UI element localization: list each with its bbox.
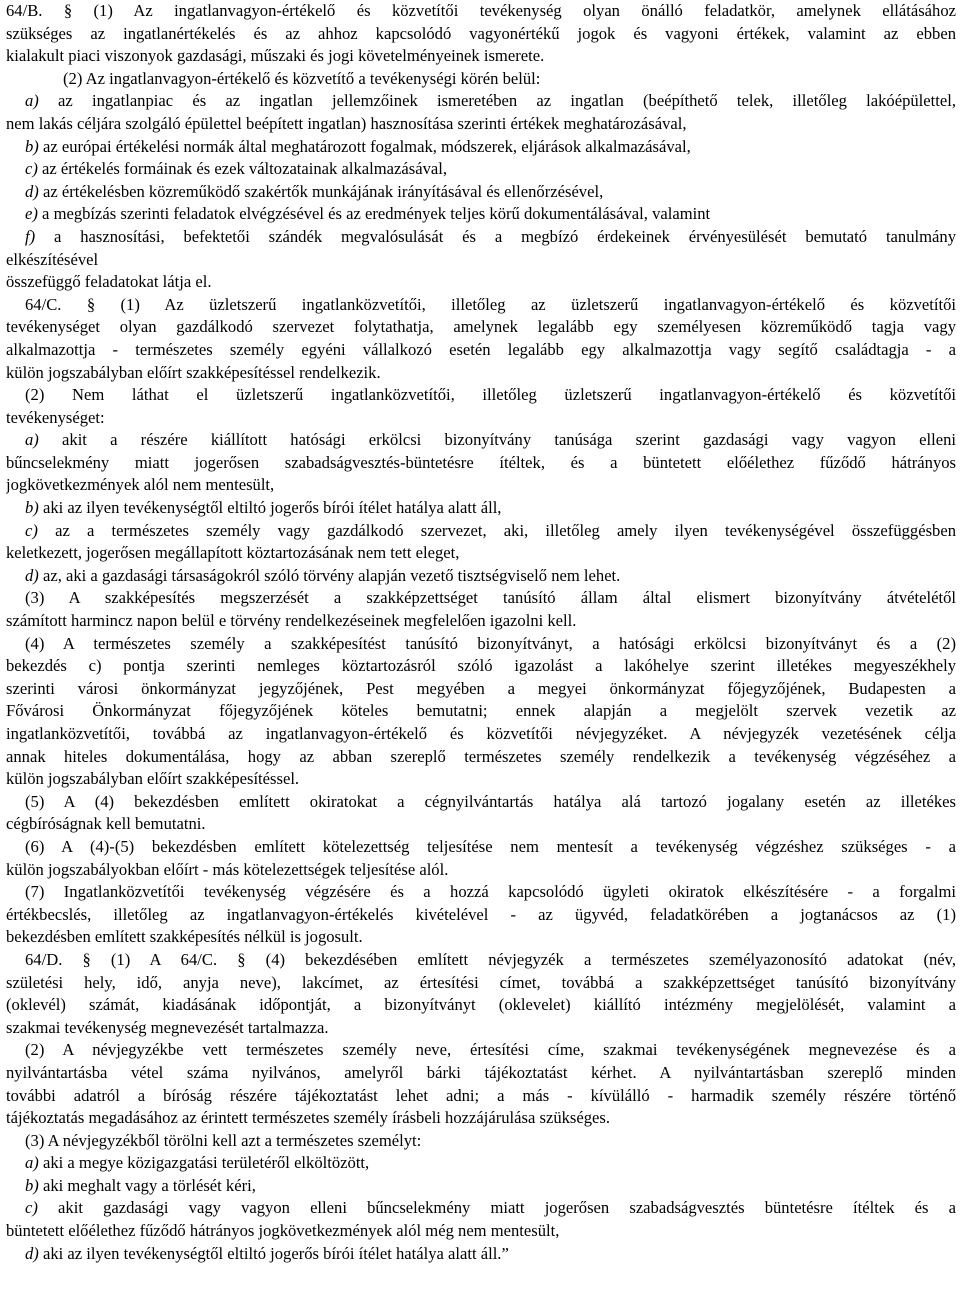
text-line: ingatlanközvetítői, továbbá az ingatlanvagyon-értékelő és közvetítői névjegyzéket. A névjegyzék vezetésének célja (6, 724, 956, 743)
text-line: 64/C. § (1) Az üzletszerű ingatlanközvetítői, illetőleg az üzletszerű ingatlanvagyon-értékelő és közvetítői (25, 294, 956, 314)
text-line: bekezdés c) pontja szerinti nemleges köztartozásról szóló igazolást a lakóhelye szerint illetékes megyeszékhely (6, 656, 956, 676)
list-marker: c) (25, 520, 38, 540)
text-line: (3) A szakképesítés megszerzését a szakképzettséget tanúsító állam által elismert bizonyítvány átvételétől (25, 588, 956, 608)
list-marker: b) (25, 136, 39, 156)
text-line: (3) A névjegyzékből törölni kell azt a természetes személyt: (25, 1130, 422, 1150)
text-line: bűncselekmény miatt jogerősen szabadságvesztés-büntetésre ítéltek, és a büntetett előélethez fűződő hátrányos (6, 452, 956, 472)
text-line: cégbíróságnak kell bemutatni. (6, 814, 206, 834)
list-marker: b) (25, 1175, 39, 1195)
text-line: külön jogszabályokban előírt - más kötelezettségek teljesítése alól. (6, 859, 449, 879)
text-line: keletkezett, jogerősen megállapított köztartozásának nem tett eleget, (6, 543, 460, 563)
text-line: Fővárosi Önkormányzat főjegyzőjének köteles bemutatni; ennek alapján a megjelölt szervek vezetik az (6, 701, 956, 721)
list-marker: f) (25, 226, 36, 246)
text-line: e) a megbízás szerinti feladatok elvégzésével és az eredmények teljes körű dokumentálásával, valamint (25, 204, 711, 224)
text-line: külön jogszabályban előírt szakképesítéssel. (6, 769, 300, 789)
text-line: összefüggő feladatokat látja el. (6, 272, 212, 292)
text-line: d) aki az ilyen tevékenységtől eltiltó jogerős bírói ítélet hatálya alatt áll.” (25, 1243, 509, 1263)
text-line: (2) Az ingatlanvagyon-értékelő és közvetítő a tevékenységi körén belül: (63, 68, 541, 88)
text-line: számított harmincz napon belül e törvény rendelkezéseinek megfelelően igazolni kell. (6, 611, 577, 631)
text-line: c) az a természetes személy vagy gazdálkodó szervezet, aki, illetőleg amely ilyen tevékenységével összefüggésben (25, 520, 956, 540)
text-line: (2) A névjegyzékbe vett természetes személy neve, értesítési címe, szakmai tevékenységének megnevezése és a (25, 1040, 956, 1060)
text-line: értékbecslés, illetőleg az ingatlanvagyon-értékelés kivételével - az ügyvéd, feladatkörében a jogtanácsos az (1) (6, 904, 956, 924)
text-line: annak hiteles dokumentálása, hogy az abban szereplő természetes személy rendelkezik a tevékenység végzéséhez a (6, 746, 956, 766)
text-line: külön jogszabályban előírt szakképesítéssel rendelkezik. (6, 362, 381, 382)
text-line: (2) Nem láthat el üzletszerű ingatlanközvetítői, illetőleg üzletszerű ingatlanvagyon-értékelő és közvetítői (25, 385, 956, 405)
text-line: a) akit a részére kiállított hatósági erkölcsi bizonyítvány tanúsága szerint gazdasági vagy vagyon elleni (25, 430, 956, 450)
list-marker: e) (25, 204, 38, 224)
text-line: (7) Ingatlanközvetítői tevékenység végzésére és a hozzá kapcsolódó ügyleti okiratok elkészítésére - a forgalmi (25, 882, 956, 902)
text-line: 64/D. § (1) A 64/C. § (4) bekezdésében említett névjegyzék a természetes személyazonosító adatokat (név, (25, 949, 956, 969)
text-line: szükséges az ingatlanértékelés és az ahhoz kapcsolódó vagyonértékű jogok és vagyoni értékek, valamint az ebben (6, 23, 956, 43)
text-line: nyilvántartásba vétel száma nyilvános, amelyről bárki tájékoztatást kérhet. A nyilvántartásban szereplő minden (6, 1062, 956, 1082)
list-marker: a) (25, 1153, 39, 1173)
text-line: további adatról a bíróság részére tájékoztatást lehet adni; a más - kívülálló - harmadik személy részére történő (6, 1085, 956, 1105)
text-line: b) aki meghalt vagy a törlését kéri, (25, 1175, 256, 1195)
list-marker: c) (25, 1198, 38, 1218)
text-line: a) aki a megye közigazgatási területéről elköltözött, (25, 1153, 370, 1173)
text-line: d) az, aki a gazdasági társaságokról szóló törvény alapján vezető tisztségviselő nem lehet. (25, 565, 621, 585)
text-line: büntetett előélethez fűződő hátrányos jogkövetkezmények alól még nem mentesült, (6, 1221, 560, 1241)
list-marker: b) (25, 498, 39, 518)
list-marker: c) (25, 159, 38, 179)
text-line: kialakult piaci viszonyok gazdasági, műszaki és jogi követelményeinek ismerete. (6, 46, 545, 66)
list-marker: d) (25, 1243, 39, 1263)
text-line: b) az európai értékelési normák által meghatározott fogalmak, módszerek, eljárások alkalmazásával, (25, 136, 691, 156)
text-line: elkészítésével (6, 249, 99, 269)
text-line: (5) A (4) bekezdésben említett okiratokat a cégnyilvántartás hatálya alá tartozó jogalany esetén az illetékes (25, 791, 956, 811)
list-marker: d) (25, 565, 39, 585)
text-line: bekezdésben említett szakképesítés nélkül is jogosult. (6, 927, 363, 947)
text-line: születési hely, idő, anyja neve), lakcímet, az értesítési címet, továbbá a szakképzettséget tanúsító bizonyítvány (6, 972, 956, 992)
document-body (6, 0, 956, 1265)
text-line: c) az értékelés formáinak és ezek változatainak alkalmazásával, (25, 159, 447, 179)
text-line: szerinti városi önkormányzat jegyzőjének, Pest megyében a megyei önkormányzat főjegyzőjének, Budapesten a (6, 678, 956, 698)
text-line: tevékenységet olyan gazdálkodó szervezet folytathatja, amelynek legalább egy személyesen közreműködő tagja vagy (6, 317, 956, 337)
list-marker: d) (25, 181, 39, 201)
text-line: a) az ingatlanpiac és az ingatlan jellemzőinek ismeretében az ingatlan (beépíthető telek, illetőleg lakóépülettel, (25, 91, 956, 111)
text-line: alkalmazottja - természetes személy egyéni vállalkozó esetén legalább egy alkalmazottja vagy segítő családtagja - a (6, 339, 956, 359)
text-line: c) akit gazdasági vagy vagyon elleni bűncselekmény miatt jogerősen szabadságvesztés büntetésre ítéltek és a (25, 1198, 956, 1218)
text-line: tájékoztatás megadásához az érintett természetes személy írásbeli hozzájárulása szükséges. (6, 1108, 611, 1128)
text-line: (4) A természetes személy a szakképesítést tanúsító bizonyítványt, a hatósági erkölcsi bizonyítványt és a (2) (25, 633, 956, 653)
list-marker: a) (25, 91, 39, 111)
list-marker: a) (25, 430, 39, 450)
text-line: (6) A (4)-(5) bekezdésben említett kötelezettség teljesítése nem mentesít a tevékenység végzéshez szükséges - a (25, 836, 956, 856)
text-line: b) aki az ilyen tevékenységtől eltiltó jogerős bírói ítélet hatálya alatt áll, (25, 498, 502, 518)
text-line: nem lakás céljára szolgáló épülettel beépített ingatlan) hasznosítása szerinti értékek meghatározásával, (6, 113, 687, 133)
text-line: 64/B. § (1) Az ingatlanvagyon-értékelő és közvetítői tevékenység olyan önálló feladatkör, amelynek ellátásához (6, 1, 956, 20)
text-line: szakmai tevékenység megnevezését tartalmazza. (6, 1017, 329, 1037)
text-line: tevékenységet: (6, 407, 105, 427)
text-line: jogkövetkezmények alól nem mentesült, (6, 475, 275, 495)
text-line: (oklevél) számát, kiadásának időpontját, a bizonyítványt (oklevelet) kiállító intézmény megjelölését, valamint a (6, 995, 956, 1015)
text-line: d) az értékelésben közreműködő szakértők munkájának irányításával és ellenőrzésével, (25, 181, 604, 201)
text-line: f) a hasznosítási, befektetői szándék megvalósulását és a megbízó érdekeinek érvényesülését bemutató tanulmány (25, 226, 956, 246)
